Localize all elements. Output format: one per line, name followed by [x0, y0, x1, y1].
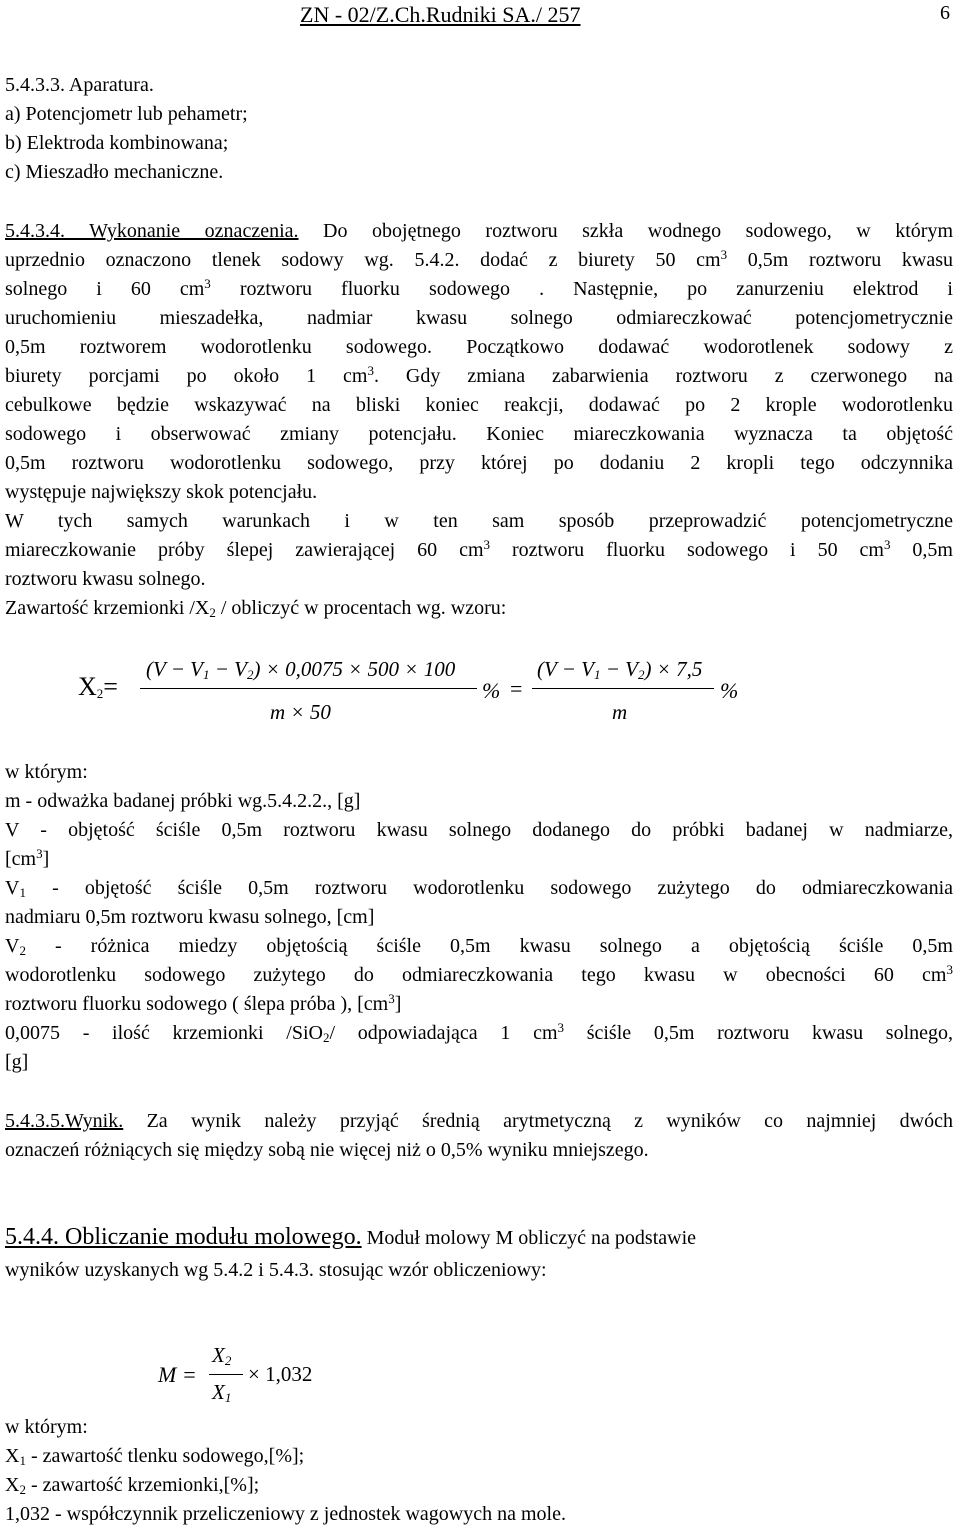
wykonanie-line-3: solnego i 60 $cm^3$ roztworu fluorku sodowego . Następnie, po zanurzeniu elektrod i: [5, 276, 953, 300]
legend2-x2: $X_2$ - zawartość krzemionki,[%];: [5, 1474, 260, 1497]
formula-lhs: $X_2=$: [78, 672, 118, 701]
aparatura-item-a: a) Potencjometr lub pehametr;: [5, 103, 248, 125]
wykonanie-line-9: 0,5m roztworu wodorotlenku sodowego, przy której po dodaniu 2 kropli tego odczynnika: [5, 452, 953, 474]
legend-v2-line-3: roztworu fluorku sodowego ( ślepa próba ), $[cm^3]$: [5, 991, 402, 1015]
legend2-x1: $X_1$ - zawartość tlenku sodowego,[%];: [5, 1445, 305, 1468]
wykonanie-line-8: sodowego i obserwować zmiany potencjału. Koniec miareczkowania wyznacza ta objętość: [5, 423, 953, 445]
legend-v1-line-1: $V_1$ - objętość ściśle 0,5m roztworu wodorotlenku sodowego zużytego do odmiareczkowania: [5, 877, 953, 900]
section-modul-heading: 5.4.4. Obliczanie modułu molowego.: [5, 1224, 362, 1250]
wykonanie-line-1: 5.4.3.4. Wykonanie oznaczenia. Do obojętnego roztworu szkła wodnego sodowego, w którym: [5, 220, 953, 242]
modul-line-1: 5.4.4. Obliczanie modułu molowego. Moduł molowy M obliczyć na podstawie: [5, 1224, 697, 1250]
wykonanie-line-2: uprzednio oznaczono tlenek sodowy wg. 5.4.2. dodać z biurety 50 $cm^3$ 0,5m roztworu kwasu: [5, 247, 954, 271]
wynik-line-2: oznaczeń różniących się między sobą nie więcej niż o 0,5% wyniku mniejszego.: [5, 1139, 649, 1161]
document-reference: ZN - 02/Z.Ch.Rudniki SA./ 257: [300, 2, 581, 27]
section-aparatura-title: 5.4.3.3. Aparatura.: [5, 74, 154, 96]
legend-m: m - odważka badanej próbki wg.5.4.2.2., [g]: [5, 790, 361, 812]
wykonanie-line-6: biurety porcjami po około 1 $cm^3$. Gdy zmiana zabarwienia roztworu z czerwonego na: [5, 363, 953, 387]
wykonanie-line-12: miareczkowanie próby ślepej zawierającej 60 $cm^3$ roztworu fluorku sodowego i 50 $cm^3$ 0,5m: [5, 537, 953, 561]
legend-v-line-2: $[cm^3]$: [5, 846, 50, 870]
wykonanie-line-5: 0,5m roztworem wodorotlenku sodowego. Początkowo dodawać wodorotlenek sodowy z: [5, 336, 953, 358]
formula2-lhs: M =: [158, 1362, 197, 1387]
formula-equals: =: [510, 676, 523, 701]
section-wykonanie-heading: 5.4.3.4. Wykonanie oznaczenia.: [5, 220, 299, 242]
formula-numerator-1: $(V - V_1 - V_2) \times 0,0075 \times 500 \times 100$: [146, 657, 456, 682]
legend-coef-line-2: [g]: [5, 1051, 29, 1073]
wykonanie-line-10: występuje największy skok potencjału.: [5, 481, 318, 503]
formula2-numerator: $X_2$: [212, 1343, 232, 1368]
legend-v1-line-2: nadmiaru 0,5m roztworu kwasu solnego, [cm]: [5, 906, 375, 928]
wykonanie-line-13: roztworu kwasu solnego.: [5, 568, 206, 590]
legend2-coef: 1,032 - współczynnik przeliczeniowy z jednostek wagowych na mole.: [5, 1503, 566, 1525]
legend-intro: w którym:: [5, 761, 88, 783]
page-number: 6: [940, 2, 950, 24]
formula-percent-2: %: [720, 678, 739, 703]
legend-v2-line-1: $V_2$ - różnica miedzy objętością ściśle 0,5m kwasu solnego a objętością ściśle 0,5m: [5, 935, 953, 958]
wykonanie-line-14: Zawartość krzemionki $/X_2$ / obliczyć w procentach wg. wzoru:: [5, 597, 507, 620]
fraction-bar-3: [209, 1374, 243, 1375]
aparatura-item-c: c) Mieszadło mechaniczne.: [5, 161, 224, 183]
legend-v2-line-2: wodorotlenku sodowego zużytego do odmiareczkowania tego kwasu w obecności 60 $cm^3$: [5, 962, 953, 986]
wykonanie-line-4: uruchomieniu mieszadełka, nadmiar kwasu solnego odmiareczkować potencjometrycznie: [5, 307, 953, 329]
page-header: [300, 2, 950, 28]
formula2-rhs: × 1,032: [248, 1362, 313, 1386]
formula-denominator-1: m × 50: [270, 700, 331, 724]
formula-percent-1: %: [482, 678, 501, 703]
wykonanie-line-11: W tych samych warunkach i w ten sam sposób przeprowadzić potencjometryczne: [5, 510, 953, 532]
wynik-line-1: 5.4.3.5.Wynik. Za wynik należy przyjąć średnią arytmetyczną z wyników co najmniej dwóch: [5, 1110, 953, 1132]
fraction-bar-1: [140, 688, 477, 689]
wykonanie-line-7: cebulkowe będzie wskazywać na bliski koniec reakcji, dodawać po 2 krople wodorotlenku: [5, 394, 953, 416]
aparatura-item-b: b) Elektroda kombinowana;: [5, 132, 229, 154]
formula2-denominator: $X_1$: [212, 1380, 232, 1405]
section-wynik-heading: 5.4.3.5.Wynik.: [5, 1110, 124, 1132]
fraction-bar-2: [532, 688, 714, 689]
legend-v-line-1: V - objętość ściśle 0,5m roztworu kwasu solnego dodanego do próbki badanej w nadmiarze,: [5, 819, 953, 841]
formula-denominator-2: m: [612, 700, 628, 724]
modul-line-2: wyników uzyskanych wg 5.4.2 i 5.4.3. stosując wzór obliczeniowy:: [5, 1259, 547, 1281]
legend2-intro: w którym:: [5, 1416, 88, 1438]
legend-coef-line-1: 0,0075 - ilość krzemionki /SiO$_2$/ odpowiadająca 1 $cm^3$ ściśle 0,5m roztworu kwasu solnego,: [5, 1020, 953, 1045]
formula-numerator-2: $(V - V_1 - V_2) \times 7,5$: [537, 657, 703, 682]
